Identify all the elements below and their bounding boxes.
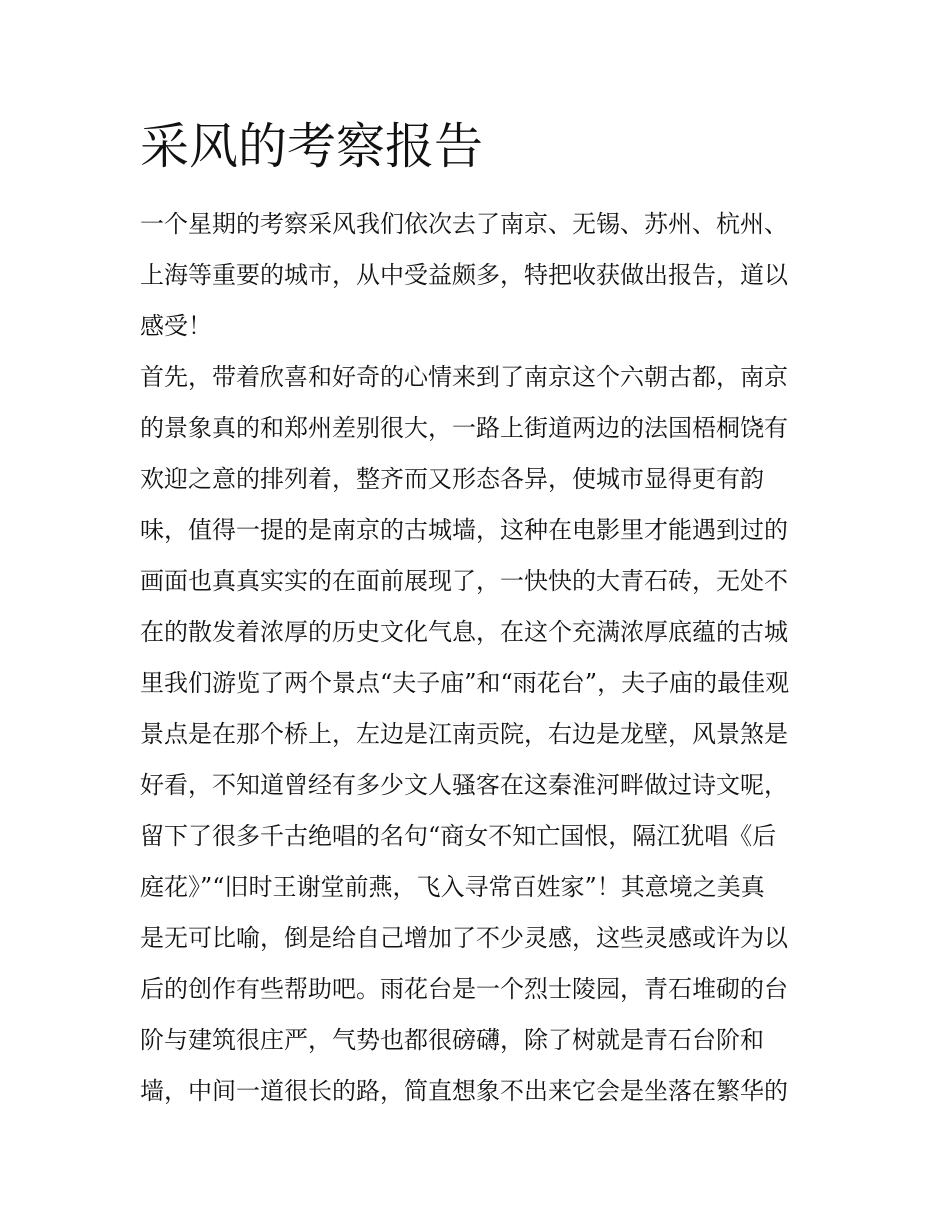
body-line: 好看，不知道曾经有多少文人骚客在这秦淮河畔做过诗文呢，	[140, 771, 788, 799]
body-line: 阶与建筑很庄严，气势也都很磅礴，除了树就是青石台阶和	[140, 1026, 764, 1054]
document-body	[140, 199, 830, 1117]
body-line: 庭花》”“旧时王谢堂前燕，飞入寻常百姓家”！其意境之美真	[140, 873, 765, 901]
body-line: 首先，带着欣喜和好奇的心情来到了南京这个六朝古都，南京	[140, 363, 788, 391]
body-line: 在的散发着浓厚的历史文化气息，在这个充满浓厚底蕴的古城	[140, 618, 788, 646]
body-line: 留下了很多千古绝唱的名句“商女不知亡国恨，隔江犹唱《后	[140, 822, 777, 850]
body-line: 墙，中间一道很长的路，简直想象不出来它会是坐落在繁华的	[140, 1077, 788, 1105]
body-line: 的景象真的和郑州差别很大，一路上街道两边的法国梧桐饶有	[140, 414, 788, 442]
body-line: 感受！	[140, 312, 212, 340]
body-line: 一个星期的考察采风我们依次去了南京、无锡、苏州、杭州、	[140, 210, 788, 238]
body-line: 是无可比喻，倒是给自己增加了不少灵感，这些灵感或许为以	[140, 924, 788, 952]
document-title: 采风的考察报告	[140, 118, 484, 175]
body-line: 欢迎之意的排列着，整齐而又形态各异，使城市显得更有韵	[140, 465, 764, 493]
body-line: 景点是在那个桥上，左边是江南贡院，右边是龙壁，风景煞是	[140, 720, 788, 748]
body-line: 上海等重要的城市，从中受益颇多，特把收获做出报告，道以	[140, 261, 788, 289]
body-line: 画面也真真实实的在面前展现了，一快快的大青石砖，无处不	[140, 567, 788, 595]
body-line: 里我们游览了两个景点“夫子庙”和“雨花台”，夫子庙的最佳观	[140, 669, 790, 697]
body-line: 味，值得一提的是南京的古城墙，这种在电影里才能遇到过的	[140, 516, 788, 544]
body-line: 后的创作有些帮助吧。雨花台是一个烈士陵园，青石堆砌的台	[140, 975, 788, 1003]
